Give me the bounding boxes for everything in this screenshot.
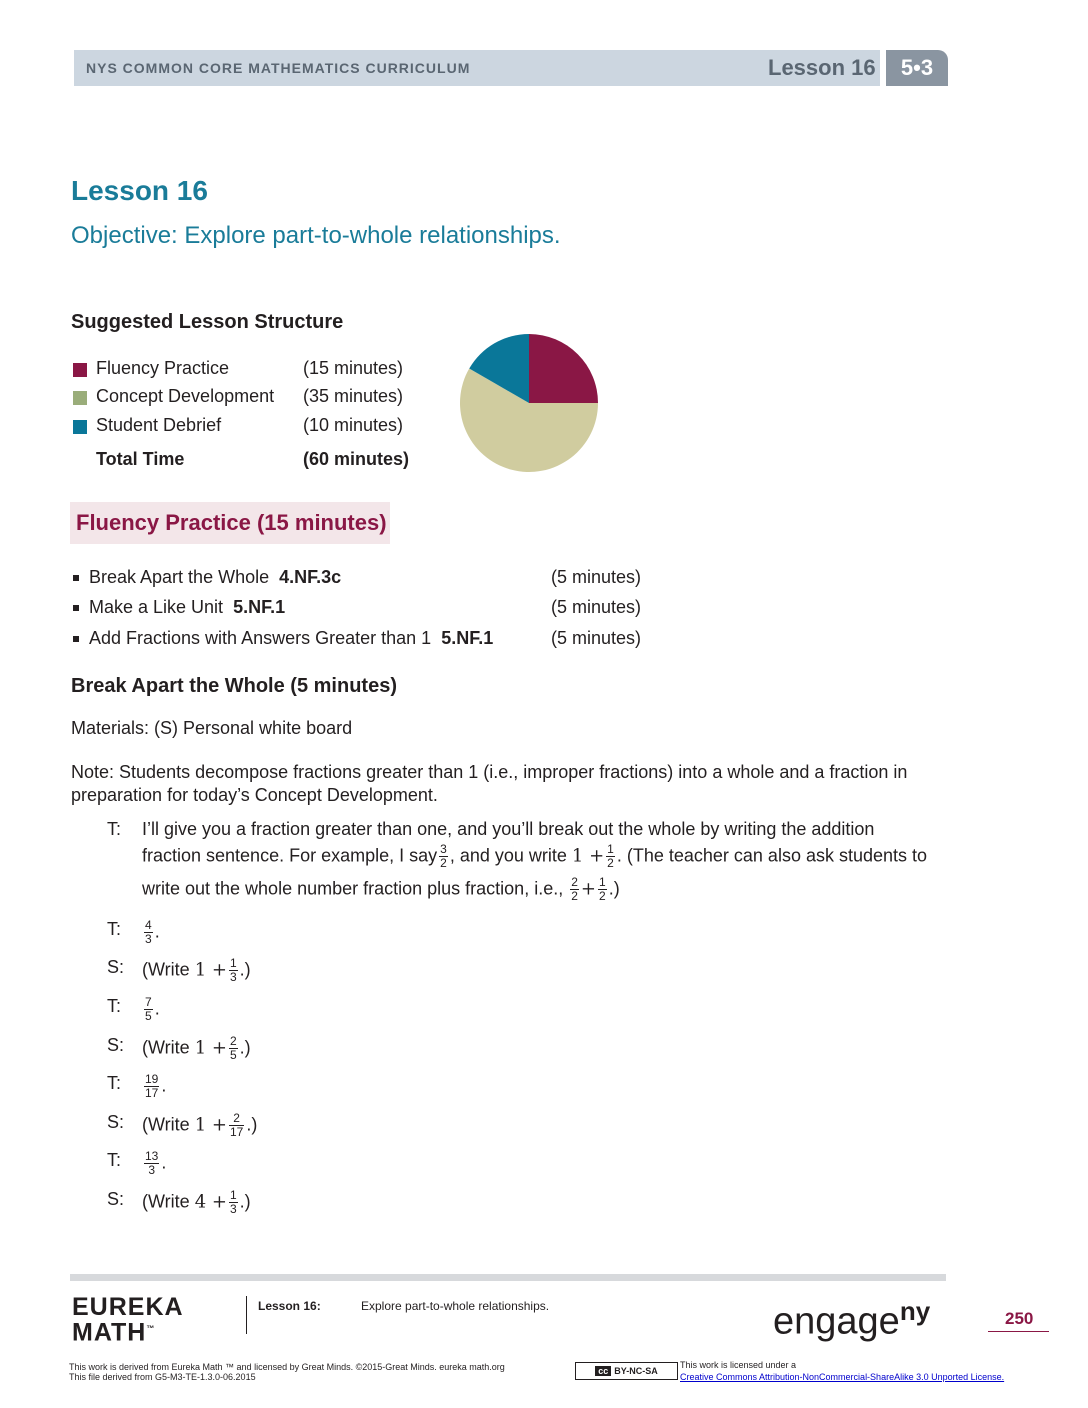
dialogue-text: .) xyxy=(608,878,620,899)
dialogue-line: fraction sentence. For example, I say $\frac{3}{2}$ , and you write 1 + $\frac{1}{2}$ . (The teacher can also ask students to xyxy=(142,842,928,870)
footer-divider xyxy=(246,1296,247,1334)
eureka-math-logo: EUREKA MATH™ xyxy=(72,1293,184,1347)
curriculum-title: NYS COMMON CORE MATHEMATICS CURRICULUM xyxy=(86,60,471,76)
bullet-icon xyxy=(73,636,79,642)
fraction: $\frac{13}{3}$ xyxy=(145,1149,159,1177)
footer-lesson-objective: Explore part-to-whole relationships. xyxy=(361,1299,550,1313)
total-time-value: (60 minutes) xyxy=(303,449,410,469)
dialogue-line: $\frac{19}{17}$ . xyxy=(145,1072,167,1100)
fraction: $\frac{3}{2}$ xyxy=(440,842,447,870)
creative-commons-badge: cc BY-NC-SA xyxy=(575,1362,678,1380)
dialogue-text: (Write xyxy=(142,1191,190,1212)
license-text: This work is licensed under a xyxy=(680,1360,797,1370)
dialogue-line: (Write 1 + $\frac{1}{3}$ .) xyxy=(142,956,251,984)
fraction: $\frac{1}{2}$ xyxy=(599,875,606,903)
fraction: $\frac{2}{5}$ xyxy=(229,1034,237,1062)
speaker-label: T: xyxy=(107,819,122,839)
fluency-item-standard: 5.NF.1 xyxy=(441,628,494,648)
fluency-item-standard: 4.NF.3c xyxy=(279,567,342,587)
fluency-item-time: (5 minutes) xyxy=(551,597,642,617)
bullet-icon xyxy=(73,575,79,581)
color-swatch xyxy=(73,363,87,377)
dialogue-line: write out the whole number fraction plus fraction, i.e., $\frac{2}{2}$ + $\frac{1}{2}$ .) xyxy=(142,875,620,903)
dialogue-line: (Write 4 + $\frac{1}{3}$ .) xyxy=(142,1188,251,1216)
footer-lesson-label: Lesson 16: xyxy=(258,1299,321,1313)
dialogue-line: (Write 1 + $\frac{2}{5}$ .) xyxy=(142,1034,251,1062)
dialogue-text: (Write xyxy=(142,1114,190,1135)
dialogue-line: $\frac{13}{3}$ . xyxy=(145,1149,167,1177)
fluency-item-text: Make a Like Unit xyxy=(89,597,224,617)
speaker-label: S: xyxy=(107,957,125,977)
dialogue-text: (Write xyxy=(142,959,190,980)
grade-module-badge: 5•3 xyxy=(886,50,948,86)
license-link[interactable]: Creative Commons Attribution-NonCommercial-ShareAlike 3.0 Unported License. xyxy=(680,1372,1005,1382)
fraction: $\frac{19}{17}$ xyxy=(145,1072,159,1100)
page-number-rule xyxy=(988,1331,1049,1332)
footer-rule xyxy=(70,1274,946,1281)
whole-number: 1 xyxy=(194,959,207,981)
whole-number: 1 xyxy=(194,1114,207,1136)
speaker-label: T: xyxy=(107,1073,122,1093)
teacher-note: Note: Students decompose fractions greater than 1 (i.e., improper fractions) into a whole and a fraction in preparation for today’s Concept Development. xyxy=(71,762,908,805)
structure-item-label: Concept Development xyxy=(96,386,275,406)
fine-print: This file derived from G5-M3-TE-1.3.0-06.2015 xyxy=(69,1372,256,1382)
fluency-heading: Fluency Practice (15 minutes) xyxy=(76,510,387,535)
engageny-logo: engage$^{ny}$ xyxy=(773,1296,931,1343)
dialogue-text: , and you write xyxy=(449,845,567,866)
speaker-label: T: xyxy=(107,919,122,939)
fraction: $\frac{1}{3}$ xyxy=(229,956,237,984)
fraction: $\frac{7}{5}$ xyxy=(145,995,152,1023)
dialogue-line: (Write 1 + $\frac{2}{17}$ .) xyxy=(142,1111,258,1139)
fraction: $\frac{1}{2}$ xyxy=(607,842,614,870)
speaker-label: S: xyxy=(107,1035,125,1055)
lesson-objective: Objective: Explore part-to-whole relationships. xyxy=(71,222,561,249)
activity-heading: Break Apart the Whole (5 minutes) xyxy=(71,675,397,697)
dialogue-text: . (The teacher can also ask students to xyxy=(616,845,928,866)
bullet-icon xyxy=(73,605,79,611)
fluency-item-text: Break Apart the Whole xyxy=(89,567,270,587)
dialogue-text: fraction sentence. For example, I say xyxy=(142,845,438,866)
speaker-label: T: xyxy=(107,996,122,1016)
materials: Materials: (S) Personal white board xyxy=(71,718,353,738)
fraction: $\frac{4}{3}$ xyxy=(145,918,152,946)
structure-item-time: (15 minutes) xyxy=(303,358,404,378)
pie-slice-fluency-practice xyxy=(529,334,598,403)
structure-item-time: (35 minutes) xyxy=(303,386,404,406)
structure-item-label: Student Debrief xyxy=(96,415,222,435)
fluency-item-text: Add Fractions with Answers Greater than 1 xyxy=(89,628,432,648)
color-swatch xyxy=(73,420,87,434)
fluency-item-time: (5 minutes) xyxy=(551,628,642,648)
lesson-title: Lesson 16 xyxy=(71,175,208,206)
dialogue-text: write out the whole number fraction plus fraction, i.e., xyxy=(142,878,564,899)
structure-item-time: (10 minutes) xyxy=(303,415,404,435)
fine-print: This work is derived from Eureka Math ™ and licensed by Great Minds. ©2015-Great Minds. eureka math.org xyxy=(69,1362,505,1372)
whole-number: 4 xyxy=(194,1191,207,1213)
total-time-label: Total Time xyxy=(96,449,185,469)
header-lesson: Lesson 16 xyxy=(768,55,876,80)
fraction: $\frac{1}{3}$ xyxy=(229,1188,237,1216)
fluency-item-standard: 5.NF.1 xyxy=(233,597,286,617)
speaker-label: T: xyxy=(107,1150,122,1170)
structure-item-label: Fluency Practice xyxy=(96,358,230,378)
fluency-item-time: (5 minutes) xyxy=(551,567,642,587)
lesson-structure-pie-chart xyxy=(460,334,600,474)
dialogue-line: $\frac{4}{3}$ . xyxy=(145,918,160,946)
dialogue-line: $\frac{7}{5}$ . xyxy=(145,995,160,1023)
color-swatch xyxy=(73,391,87,405)
fraction: $\frac{2}{2}$ xyxy=(571,875,578,903)
speaker-label: S: xyxy=(107,1189,125,1209)
page-number: 250 xyxy=(1005,1309,1034,1328)
fraction: $\frac{2}{17}$ xyxy=(229,1111,244,1139)
structure-heading: Suggested Lesson Structure xyxy=(71,311,344,333)
speaker-label: S: xyxy=(107,1112,125,1132)
dialogue-text: (Write xyxy=(142,1037,190,1058)
whole-number: 1 xyxy=(194,1037,207,1059)
dialogue-line: I’ll give you a fraction greater than one, and you’ll break out the whole by writing the addition xyxy=(142,819,875,839)
